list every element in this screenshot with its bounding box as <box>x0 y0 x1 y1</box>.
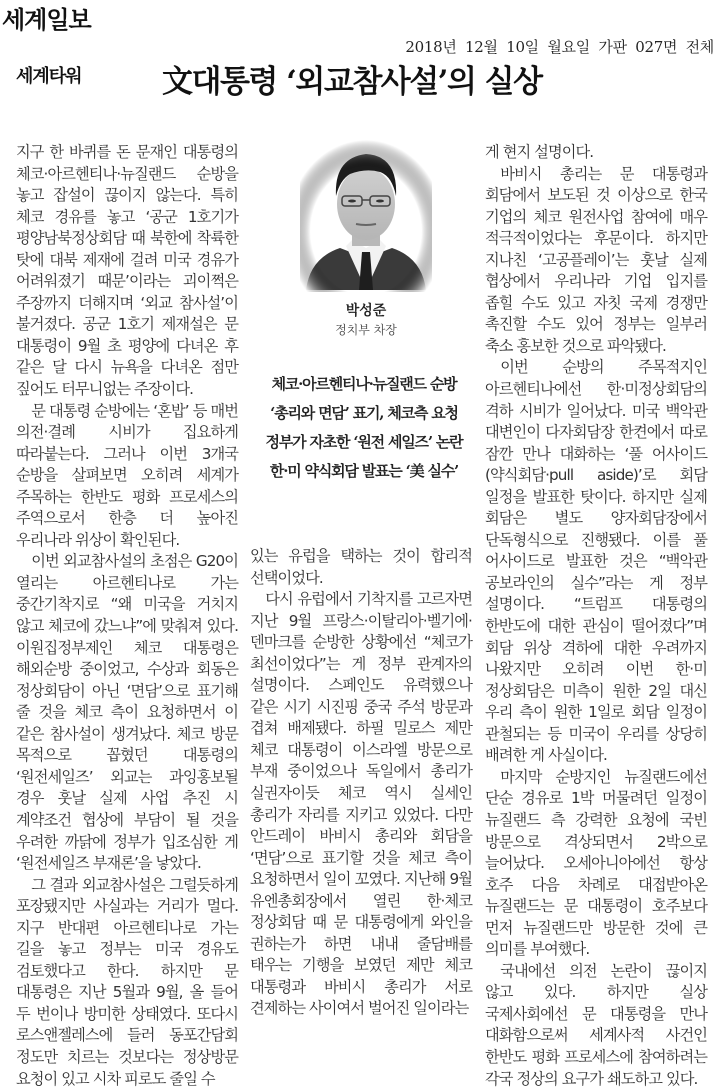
article-column-left <box>16 142 238 1090</box>
byline-block <box>300 140 432 355</box>
section-label: 세계타워 <box>16 66 82 87</box>
paragraph: 있는 유럽을 택하는 것이 합리적 선택이었다. <box>250 547 472 587</box>
paragraph: 이번 순방의 주목적지인 아르헨티나에선 한·미정상회담의 격하 시비가 일어났다. 미국 백악관 대변인이 다자회담장 한켠에서 따로 잠깐 만나 대화하는 ‘풀 어사이드(약식회담·pull aside)’로 회담 일정을 발표한 탓이다. 하지만 실제 회담은 별도 양자회담장에서 단독형식으로 진행됐다. 이를 풀 어사이드로 발표한 것은 “백악관 공보라인의 실수”라는 게 정부 설명이다. “트럼프 대통령의 한반도에 대한 관심이 떨어졌다”며 회담 위상 격하에 대한 우려까지 나왔지만 오히려 이번 한·미 정상회담은 미측이 원한 2일 대신 우리 측이 원한 1일로 회담 일정이 관철되는 등 미국이 우리를 상당히 배려한 게 사실이다. <box>485 358 707 765</box>
subheadline: 체코·아르헨티나·뉴질랜드 순방 <box>271 375 457 393</box>
subheadline: 한·미 약식회담 발표는 ‘美 실수’ <box>269 462 459 480</box>
paragraph: 문 대통령 순방에는 ‘혼밥’ 등 매번 의전·결례 시비가 집요하게 따라붙는다. 그러나 이번 3개국 순방을 살펴보면 오히려 세계가 주목하는 한반도 평화 프로세스의 주역으로서 한층 더 높아진 우리나라 위상이 확인된다. <box>16 401 238 549</box>
columnist-portrait-image <box>300 140 432 292</box>
paragraph: 국내에선 의전 논란이 끊이지 않고 있다. 하지만 실상 국제사회에선 문 대통령을 만나 대화함으로써 세계사적 사건인 한반도 평화 프로세스에 참여하려는 각국 정상의 요구가 쇄도하고 있다. <box>485 961 707 1088</box>
article-headline: 文대통령 ‘외교참사설’의 실상 <box>162 64 542 100</box>
article-column-middle <box>250 546 472 1020</box>
paragraph: 마지막 순방지인 뉴질랜드에선 단순 경유로 1박 머물려던 일정이 뉴질랜드 측 강력한 요청에 국빈 방문으로 격상되면서 2박으로 늘어났다. 오세아니아에선 항상 호주 다음 차례로 대접받아온 뉴질랜드는 문 대통령이 호주보다 먼저 뉴질랜드만 방문한 것에 큰 의미를 부여했다. <box>485 767 707 959</box>
article-column-right <box>485 142 707 1090</box>
columnist-title: 정치부 차장 <box>335 323 397 337</box>
paragraph: 바비시 총리는 문 대통령과 회담에서 보도된 것 이상으로 한국 기업의 체코 원전사업 참여에 매우 적극적이었다는 후문이다. 하지만 지나친 ‘고공플레이’는 훗날 실제 협상에서 우리나라 기업 입지를 좁힐 수도 있고 자칫 국제 경쟁만 촉진할 수도 있어 정부는 일부러 축소 홍보한 것으로 파악됐다. <box>485 164 707 355</box>
subheadline-list <box>250 370 478 486</box>
paragraph: 그 결과 외교참사설은 그럴듯하게 포장됐지만 사실과는 거리가 멀다. 지구 반대편 아르헨티나로 가는 길을 놓고 정부는 미국 경유도 검토했다고 한다. 하지만 문 대통령은 지난 5월과 9월, 올 들어 두 번이나 방미한 상태였다. 또다시 로스앤젤레스에 들러 동포간담회 정도만 치르는 것보다는 정상방문 요청이 있고 시차 피로도 줄일 수 <box>16 875 238 1088</box>
subheadline: ‘총리와 면담’ 표기, 체코측 요청 <box>270 404 458 422</box>
paragraph: 지구 한 바퀴를 돈 문재인 대통령의 체코·아르헨티나·뉴질랜드 순방을 놓고 잡설이 끊이지 않는다. 특히 체코 경유를 놓고 ‘공군 1호기가 평양남북정상회담 때 북한에 착륙한 탓에 대북 제재에 걸려 미국 경유가 어려워졌기 때문’이라는 괴이쩍은 주장까지 더해지며 ‘외교 참사설’이 불거졌다. 공군 1호기 제재설은 문 대통령이 9월 초 평양에 다녀온 후 같은 달 다시 뉴욕을 다녀온 점만 짚어도 터무니없는 주장이다. <box>16 143 238 399</box>
newspaper-masthead: 세계일보 <box>2 6 91 34</box>
paragraph: 이번 외교참사설의 초점은 G20이 열리는 아르헨티나로 가는 중간기착지로 “왜 미국을 거치지 않고 체코에 갔느냐”에 맞춰져 있다. 이원집정부제인 체코 대통령은 해외순방 중이었고, 수상과 회동은 정상회담이 아닌 ‘면담’으로 표기해 줄 것을 체코 측이 요청하면서 이 같은 참사설이 생겨났다. 체코 방문 목적으로 꼽혔던 대통령의 ‘원전세일즈’ 외교는 과잉홍보될 경우 훗날 실제 사업 추진 시 계약조건 협상에 부담이 될 것을 우려한 까닭에 정부가 입조심한 게 ‘원전세일즈 부재론’을 낳았다. <box>16 552 238 873</box>
subheadline: 정부가 자초한 ‘원전 세일즈’ 논란 <box>265 433 463 451</box>
publication-dateline: 2018년 12월 10일 월요일 가판 027면 전체 <box>405 38 714 56</box>
columnist-name: 박성준 <box>345 303 387 319</box>
paragraph: 다시 유럽에서 기착지를 고르자면 지난 9월 프랑스·이탈리아·벨기에·덴마크를 순방한 상황에선 “체코가 최선이었다”는 게 정부 관계자의 설명이다. 스페인도 유력했으나 같은 시기 시진핑 중국 주석 방문과 겹쳐 배제됐다. 하필 밀로스 제만 체코 대통령이 이스라엘 방문으로 부재 중이었으나 독일에서 총리가 실권자이듯 체코 역시 실세인 총리가 자리를 지키고 있었다. 다만 안드레이 바비시 총리와 회담을 ‘면담’으로 표기할 것을 체코 측이 요청하면서 일이 꼬였다. 지난해 9월 유엔총회장에서 열린 한·체코 정상회담 때 문 대통령에게 와인을 권하는가 하면 내내 줄담배를 태우는 기행을 보였던 제만 체코 대통령과 바비시 총리가 서로 견제하는 사이여서 벌어진 일이라는 <box>250 590 472 1018</box>
paragraph: 게 현지 설명이다. <box>485 143 594 161</box>
